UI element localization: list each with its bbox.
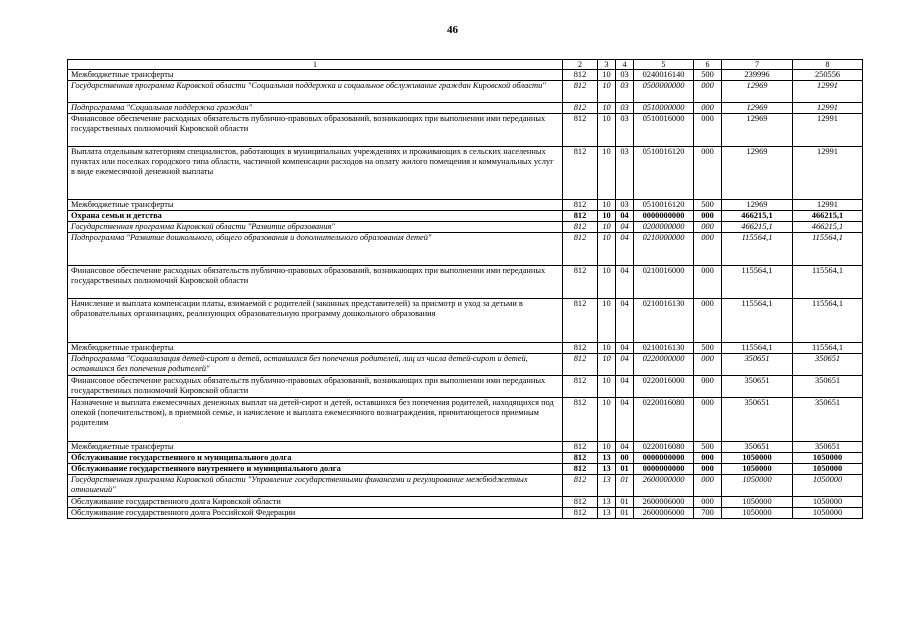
amount-year-1: 350651 <box>722 376 793 398</box>
table-row <box>68 103 863 114</box>
amount-year-2: 350651 <box>793 442 863 453</box>
code-section: 13 <box>598 453 616 464</box>
row-description: Начисление и выплата компенсации платы, взимаемой с родителей (законных представителей) за присмотр и уход за детьми в образовательных организациях, реализующих образовательную программу дошкольного образования <box>68 299 563 343</box>
code-expense-type: 000 <box>694 222 722 233</box>
code-ministry: 812 <box>563 398 598 442</box>
amount-year-2: 1050000 <box>793 464 863 475</box>
code-section: 10 <box>598 376 616 398</box>
code-expense-type: 000 <box>694 475 722 497</box>
code-expense-type: 000 <box>694 211 722 222</box>
table-row <box>68 81 863 103</box>
row-description: Обслуживание государственного долга Российской Федерации <box>68 508 563 519</box>
code-subsection: 01 <box>616 508 634 519</box>
code-subsection: 03 <box>616 103 634 114</box>
code-target-article: 0510000000 <box>634 103 694 114</box>
row-description: Межбюджетные трансферты <box>68 442 563 453</box>
code-section: 13 <box>598 475 616 497</box>
row-description: Обслуживание государственного долга Кировской области <box>68 497 563 508</box>
code-target-article: 0500000000 <box>634 81 694 103</box>
code-section: 10 <box>598 266 616 299</box>
code-target-article: 0510016120 <box>634 200 694 211</box>
table-row <box>68 354 863 376</box>
amount-year-2: 350651 <box>793 354 863 376</box>
code-section: 10 <box>598 233 616 266</box>
code-section: 10 <box>598 354 616 376</box>
column-header: 6 <box>694 60 722 70</box>
code-section: 10 <box>598 103 616 114</box>
amount-year-1: 12969 <box>722 81 793 103</box>
table-row <box>68 464 863 475</box>
amount-year-1: 239996 <box>722 70 793 81</box>
row-description: Государственная программа Кировской области "Управление государственными финансами и регулирование межбюджетных отношений" <box>68 475 563 497</box>
row-description: Межбюджетные трансферты <box>68 70 563 81</box>
table-row <box>68 442 863 453</box>
amount-year-2: 1050000 <box>793 508 863 519</box>
amount-year-2: 466215,1 <box>793 211 863 222</box>
table-row <box>68 475 863 497</box>
row-description: Государственная программа Кировской области "Социальная поддержка и социальное обслуживание граждан Кировской области" <box>68 81 563 103</box>
code-subsection: 04 <box>616 442 634 453</box>
code-subsection: 01 <box>616 497 634 508</box>
amount-year-2: 12991 <box>793 103 863 114</box>
code-subsection: 03 <box>616 200 634 211</box>
amount-year-1: 350651 <box>722 354 793 376</box>
code-subsection: 03 <box>616 70 634 81</box>
code-subsection: 04 <box>616 376 634 398</box>
code-expense-type: 700 <box>694 508 722 519</box>
row-description: Межбюджетные трансферты <box>68 343 563 354</box>
code-target-article: 0200000000 <box>634 222 694 233</box>
amount-year-1: 350651 <box>722 398 793 442</box>
code-target-article: 0510016120 <box>634 147 694 200</box>
code-target-article: 0210016000 <box>634 266 694 299</box>
code-expense-type: 000 <box>694 398 722 442</box>
code-target-article: 0210016130 <box>634 343 694 354</box>
code-target-article: 0000000000 <box>634 464 694 475</box>
row-description: Выплата отдельным категориям специалистов, работающих в муниципальных учреждениях и проживающих в сельских населенных пунктах или поселках городского типа области, частичной компенсации расходов на оплату жилого помещения и коммунальных услуг в виде ежемесячной денежной выплаты <box>68 147 563 200</box>
row-description: Обслуживание государственного и муниципального долга <box>68 453 563 464</box>
amount-year-2: 1050000 <box>793 453 863 464</box>
amount-year-1: 1050000 <box>722 453 793 464</box>
code-ministry: 812 <box>563 147 598 200</box>
code-subsection: 01 <box>616 464 634 475</box>
code-ministry: 812 <box>563 442 598 453</box>
code-section: 10 <box>598 343 616 354</box>
code-subsection: 04 <box>616 222 634 233</box>
amount-year-2: 12991 <box>793 114 863 147</box>
amount-year-2: 12991 <box>793 81 863 103</box>
amount-year-1: 466215,1 <box>722 222 793 233</box>
code-expense-type: 000 <box>694 81 722 103</box>
table-row <box>68 266 863 299</box>
code-target-article: 2600006000 <box>634 497 694 508</box>
row-description: Назначение и выплата ежемесячных денежных выплат на детей-сирот и детей, оставшихся без попечения родителей, находящихся под опекой (попечительством), в приемной семье, и начисление и выплата ежемесячного вознаграждения, причитающегося приемным родителям <box>68 398 563 442</box>
code-expense-type: 000 <box>694 453 722 464</box>
table-row <box>68 398 863 442</box>
amount-year-1: 115564,1 <box>722 343 793 354</box>
table-row <box>68 114 863 147</box>
column-header: 3 <box>598 60 616 70</box>
code-ministry: 812 <box>563 222 598 233</box>
row-description: Подпрограмма "Социальная поддержка граждан" <box>68 103 563 114</box>
row-description: Подпрограмма "Развитие дошкольного, общего образования и дополнительного образования детей" <box>68 233 563 266</box>
table-row <box>68 70 863 81</box>
code-section: 10 <box>598 442 616 453</box>
code-subsection: 04 <box>616 266 634 299</box>
amount-year-2: 466215,1 <box>793 222 863 233</box>
code-target-article: 0240016140 <box>634 70 694 81</box>
code-ministry: 812 <box>563 233 598 266</box>
code-section: 10 <box>598 147 616 200</box>
code-subsection: 04 <box>616 211 634 222</box>
code-section: 10 <box>598 200 616 211</box>
code-subsection: 03 <box>616 114 634 147</box>
code-subsection: 04 <box>616 343 634 354</box>
code-section: 10 <box>598 114 616 147</box>
amount-year-1: 12969 <box>722 103 793 114</box>
code-ministry: 812 <box>563 464 598 475</box>
row-description: Финансовое обеспечение расходных обязательств публично-правовых образований, возникающих при выполнении ими переданных государственных полномочий Кировской области <box>68 376 563 398</box>
code-target-article: 0220016080 <box>634 442 694 453</box>
column-header: 8 <box>793 60 863 70</box>
table-body <box>68 70 863 519</box>
code-ministry: 812 <box>563 497 598 508</box>
code-expense-type: 500 <box>694 200 722 211</box>
code-section: 10 <box>598 222 616 233</box>
amount-year-1: 350651 <box>722 442 793 453</box>
code-expense-type: 000 <box>694 266 722 299</box>
amount-year-1: 12969 <box>722 147 793 200</box>
code-subsection: 04 <box>616 398 634 442</box>
code-target-article: 0220000000 <box>634 354 694 376</box>
table-header-row <box>68 60 863 70</box>
code-subsection: 04 <box>616 233 634 266</box>
code-subsection: 03 <box>616 147 634 200</box>
code-expense-type: 000 <box>694 233 722 266</box>
code-section: 13 <box>598 497 616 508</box>
row-description: Финансовое обеспечение расходных обязательств публично-правовых образований, возникающих при выполнении ими переданных государственных полномочий Кировской области <box>68 266 563 299</box>
code-expense-type: 000 <box>694 464 722 475</box>
table-row <box>68 497 863 508</box>
table-row <box>68 453 863 464</box>
code-expense-type: 000 <box>694 299 722 343</box>
code-ministry: 812 <box>563 475 598 497</box>
amount-year-2: 1050000 <box>793 497 863 508</box>
code-expense-type: 000 <box>694 147 722 200</box>
code-target-article: 2600000000 <box>634 475 694 497</box>
amount-year-2: 350651 <box>793 398 863 442</box>
amount-year-1: 466215,1 <box>722 211 793 222</box>
code-expense-type: 500 <box>694 70 722 81</box>
amount-year-2: 12991 <box>793 147 863 200</box>
code-expense-type: 000 <box>694 376 722 398</box>
table-row <box>68 233 863 266</box>
table-row <box>68 147 863 200</box>
amount-year-2: 1050000 <box>793 475 863 497</box>
amount-year-2: 12991 <box>793 200 863 211</box>
table-row <box>68 211 863 222</box>
code-subsection: 03 <box>616 81 634 103</box>
row-description: Охрана семьи и детства <box>68 211 563 222</box>
amount-year-1: 12969 <box>722 200 793 211</box>
code-target-article: 0210016130 <box>634 299 694 343</box>
code-target-article: 0220016080 <box>634 398 694 442</box>
amount-year-1: 1050000 <box>722 475 793 497</box>
code-ministry: 812 <box>563 299 598 343</box>
amount-year-1: 115564,1 <box>722 233 793 266</box>
code-section: 10 <box>598 398 616 442</box>
code-target-article: 0210000000 <box>634 233 694 266</box>
table-row <box>68 508 863 519</box>
column-header: 7 <box>722 60 793 70</box>
column-header: 4 <box>616 60 634 70</box>
column-header: 2 <box>563 60 598 70</box>
page-number: 46 <box>447 24 458 36</box>
amount-year-1: 1050000 <box>722 464 793 475</box>
code-ministry: 812 <box>563 508 598 519</box>
code-target-article: 0000000000 <box>634 453 694 464</box>
code-section: 10 <box>598 70 616 81</box>
amount-year-1: 115564,1 <box>722 266 793 299</box>
code-section: 10 <box>598 211 616 222</box>
code-ministry: 812 <box>563 200 598 211</box>
code-ministry: 812 <box>563 343 598 354</box>
code-section: 10 <box>598 299 616 343</box>
table-row <box>68 376 863 398</box>
code-expense-type: 500 <box>694 442 722 453</box>
code-expense-type: 000 <box>694 354 722 376</box>
column-header: 5 <box>634 60 694 70</box>
code-target-article: 0510016000 <box>634 114 694 147</box>
code-ministry: 812 <box>563 81 598 103</box>
amount-year-2: 115564,1 <box>793 343 863 354</box>
amount-year-2: 250556 <box>793 70 863 81</box>
amount-year-2: 115564,1 <box>793 299 863 343</box>
table-row <box>68 200 863 211</box>
code-expense-type: 500 <box>694 343 722 354</box>
amount-year-1: 1050000 <box>722 497 793 508</box>
amount-year-2: 115564,1 <box>793 266 863 299</box>
code-ministry: 812 <box>563 103 598 114</box>
code-section: 13 <box>598 508 616 519</box>
code-section: 10 <box>598 81 616 103</box>
row-description: Государственная программа Кировской области "Развитие образования" <box>68 222 563 233</box>
code-ministry: 812 <box>563 266 598 299</box>
code-subsection: 01 <box>616 475 634 497</box>
code-subsection: 00 <box>616 453 634 464</box>
row-description: Финансовое обеспечение расходных обязательств публично-правовых образований, возникающих при выполнении ими переданных государственных полномочий Кировской области <box>68 114 563 147</box>
row-description: Обслуживание государственного внутреннего и муниципального долга <box>68 464 563 475</box>
column-header: 1 <box>68 60 563 70</box>
code-ministry: 812 <box>563 114 598 147</box>
amount-year-1: 1050000 <box>722 508 793 519</box>
row-description: Межбюджетные трансферты <box>68 200 563 211</box>
code-ministry: 812 <box>563 70 598 81</box>
code-target-article: 2600006000 <box>634 508 694 519</box>
code-target-article: 0000000000 <box>634 211 694 222</box>
code-ministry: 812 <box>563 354 598 376</box>
amount-year-2: 115564,1 <box>793 233 863 266</box>
amount-year-2: 350651 <box>793 376 863 398</box>
table-row <box>68 343 863 354</box>
code-expense-type: 000 <box>694 114 722 147</box>
code-ministry: 812 <box>563 211 598 222</box>
row-description: Подпрограмма "Социализация детей-сирот и детей, оставшихся без попечения родителей, лиц из числа детей-сирот и детей, оставшихся без попечения родителей" <box>68 354 563 376</box>
code-expense-type: 000 <box>694 497 722 508</box>
code-target-article: 0220016000 <box>634 376 694 398</box>
table-row <box>68 299 863 343</box>
code-subsection: 04 <box>616 299 634 343</box>
amount-year-1: 115564,1 <box>722 299 793 343</box>
code-section: 13 <box>598 464 616 475</box>
amount-year-1: 12969 <box>722 114 793 147</box>
budget-table <box>67 59 863 519</box>
code-subsection: 04 <box>616 354 634 376</box>
code-ministry: 812 <box>563 376 598 398</box>
code-ministry: 812 <box>563 453 598 464</box>
code-expense-type: 000 <box>694 103 722 114</box>
table-row <box>68 222 863 233</box>
